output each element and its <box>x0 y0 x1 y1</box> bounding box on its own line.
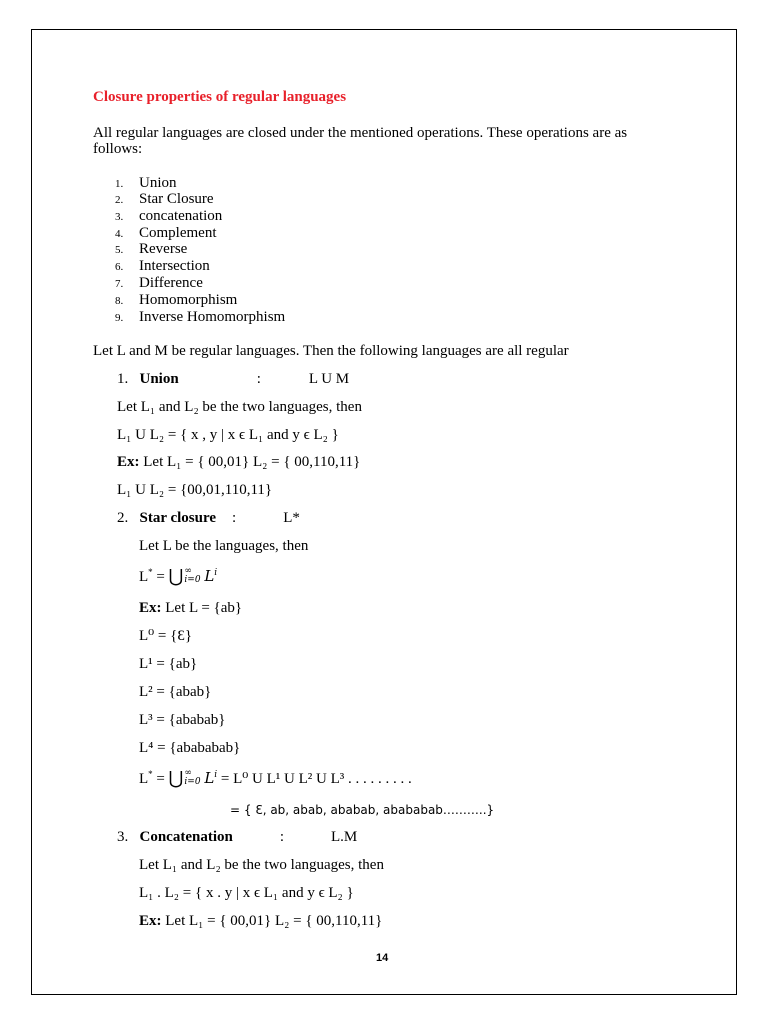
star-example: Ex: Let L = {ab} <box>139 600 243 616</box>
union-line: Let L₁ and L₂ be the two languages, then <box>117 399 362 415</box>
star-line: Let L be the languages, then <box>139 538 309 554</box>
union-result: L₁ U L₂ = {00,01,110,11} <box>117 482 273 498</box>
list-item: 9. Inverse Homomorphism <box>115 309 286 325</box>
concat-example: Ex: Let L₁ = { 00,01} L₂ = { 00,110,11} <box>139 913 383 929</box>
intro-line-1: All regular languages are closed under the mentioned operations. These operations are as <box>93 125 628 141</box>
union-symbol-icon: ⋃ <box>168 768 184 789</box>
concat-definition: L₁ . L₂ = { x . y | x ϵ L₁ and y ϵ L₂ } <box>139 885 354 901</box>
list-item: 6. Intersection <box>115 258 210 274</box>
star-heading: 2. Star closure : L* <box>117 510 300 526</box>
list-item: 4. Complement <box>115 225 217 241</box>
union-example: Ex: Let L₁ = { 00,01} L₂ = { 00,110,11} <box>117 454 361 470</box>
page-number: 14 <box>376 952 389 964</box>
section-title: Closure properties of regular languages <box>93 89 347 105</box>
list-item: 7. Difference <box>115 275 203 291</box>
let-line: Let L and M be regular languages. Then the following languages are all regular <box>93 343 569 359</box>
star-formula: L* = ⋃ ∞ i=0 $L^i$ <box>139 565 218 587</box>
star-power: L⁰ = {Ɛ} <box>139 628 193 644</box>
star-set: = { Ɛ, ab, abab, ababab, abababab………..} <box>230 803 495 817</box>
intro-line-2: follows: <box>93 141 143 157</box>
star-power: L⁴ = {abababab} <box>139 740 241 756</box>
star-power: L² = {abab} <box>139 684 212 700</box>
list-item: 8. Homomorphism <box>115 292 238 308</box>
list-item: 3. concatenation <box>115 208 223 224</box>
union-definition: L₁ U L₂ = { x , y | x ϵ L₁ and y ϵ L₂ } <box>117 427 339 443</box>
list-item: 2. Star Closure <box>115 191 214 207</box>
list-item: 1. Union <box>115 175 177 191</box>
union-symbol-icon: ⋃ <box>168 566 184 587</box>
concat-heading: 3. Concatenation : L.M <box>117 829 358 845</box>
concat-line: Let L₁ and L₂ be the two languages, then <box>139 857 384 873</box>
union-heading: 1. Union : L U M <box>117 371 350 387</box>
star-power: L¹ = {ab} <box>139 656 198 672</box>
star-power: L³ = {ababab} <box>139 712 226 728</box>
list-item: 5. Reverse <box>115 241 188 257</box>
star-expansion: L* = ⋃ ∞ i=0 $L^i = L^0$ U L¹ U L² U L³ . . . . . . . . . <box>139 767 412 789</box>
